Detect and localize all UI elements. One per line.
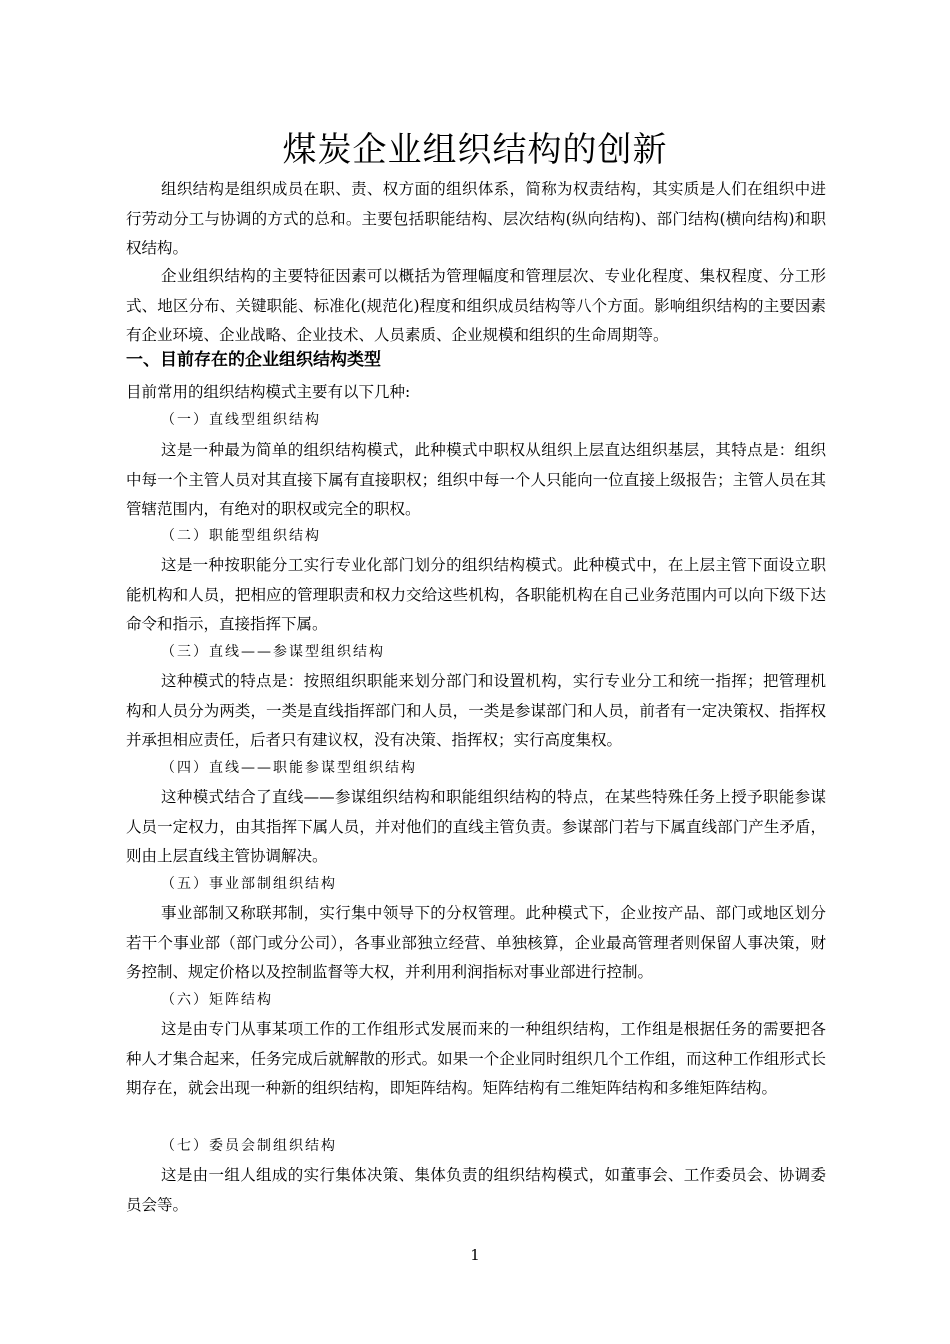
subsection-text-5: 事业部制又称联邦制，实行集中领导下的分权管理。此种模式下，企业按产品、部门或地区划分若干个事业部（部门或分公司），各事业部独立经营、单独核算，企业最高管理者则保留人事决策，财务控制、规定价格以及控制监督等大权，并利用利润指标对事业部进行控制。 [126,904,826,981]
intro-paragraph-1: 组织结构是组织成员在职、责、权方面的组织体系，简称为权责结构，其实质是人们在组织中进行劳动分工与协调的方式的总和。主要包括职能结构、层次结构(纵向结构)、部门结构(横向结构)和职权结构。 [126,180,826,257]
page-number: 1 [470,1246,480,1264]
section-lead-text: 目前常用的组织结构模式主要有以下几种: [126,383,411,401]
subsection-text-2: 这是一种按职能分工实行专业化部门划分的组织结构模式。此种模式中，在上层主管下面设立职能机构和人员，把相应的管理职责和权力交给这些机构，各职能机构在自己业务范围内可以向下级下达命令和指示，直接指挥下属。 [126,556,826,633]
subsection-text-1: 这是一种最为简单的组织结构模式，此种模式中职权从组织上层直达组织基层，其特点是：组织中每一个主管人员对其直接下属有直接职权；组织中每一个人只能向一位直接上级报告；主管人员在其管辖范围内，有绝对的职权或完全的职权。 [126,441,826,518]
subsection-heading-6: （六）矩阵结构 [161,992,273,1008]
subsection-heading-4: （四）直线——职能参谋型组织结构 [161,760,417,776]
subsection-heading-7: （七）委员会制组织结构 [161,1138,337,1154]
subsection-text-4: 这种模式结合了直线——参谋组织结构和职能组织结构的特点，在某些特殊任务上授予职能参谋人员一定权力，由其指挥下属人员，并对他们的直线主管负责。参谋部门若与下属直线部门产生矛盾，则由上层直线主管协调解决。 [126,788,826,865]
subsection-text-6: 这是由专门从事某项工作的工作组形式发展而来的一种组织结构，工作组是根据任务的需要把各种人才集合起来，任务完成后就解散的形式。如果一个企业同时组织几个工作组，而这种工作组形式长期存在，就会出现一种新的组织结构，即矩阵结构。矩阵结构有二维矩阵结构和多维矩阵结构。 [126,1020,826,1097]
section-heading-1: 一、目前存在的企业组织结构类型 [126,350,381,370]
subsection-text-7: 这是由一组人组成的实行集体决策、集体负责的组织结构模式，如董事会、工作委员会、协调委员会等。 [126,1166,826,1214]
subsection-heading-1: （一）直线型组织结构 [161,412,321,428]
subsection-text-3: 这种模式的特点是：按照组织职能来划分部门和设置机构，实行专业分工和统一指挥；把管理机构和人员分为两类，一类是直线指挥部门和人员，一类是参谋部门和人员，前者有一定决策权、指挥权并承担相应责任，后者只有建议权，没有决策、指挥权；实行高度集权。 [126,672,826,749]
subsection-heading-3: （三）直线——参谋型组织结构 [161,644,385,660]
subsection-heading-2: （二）职能型组织结构 [161,528,321,544]
subsection-heading-5: （五）事业部制组织结构 [161,876,337,892]
intro-paragraph-2: 企业组织结构的主要特征因素可以概括为管理幅度和管理层次、专业化程度、集权程度、分工形式、地区分布、关键职能、标准化(规范化)程度和组织成员结构等八个方面。影响组织结构的主要因素有企业环境、企业战略、企业技术、人员素质、企业规模和组织的生命周期等。 [126,267,826,344]
document-title: 煤炭企业组织结构的创新 [282,130,668,170]
